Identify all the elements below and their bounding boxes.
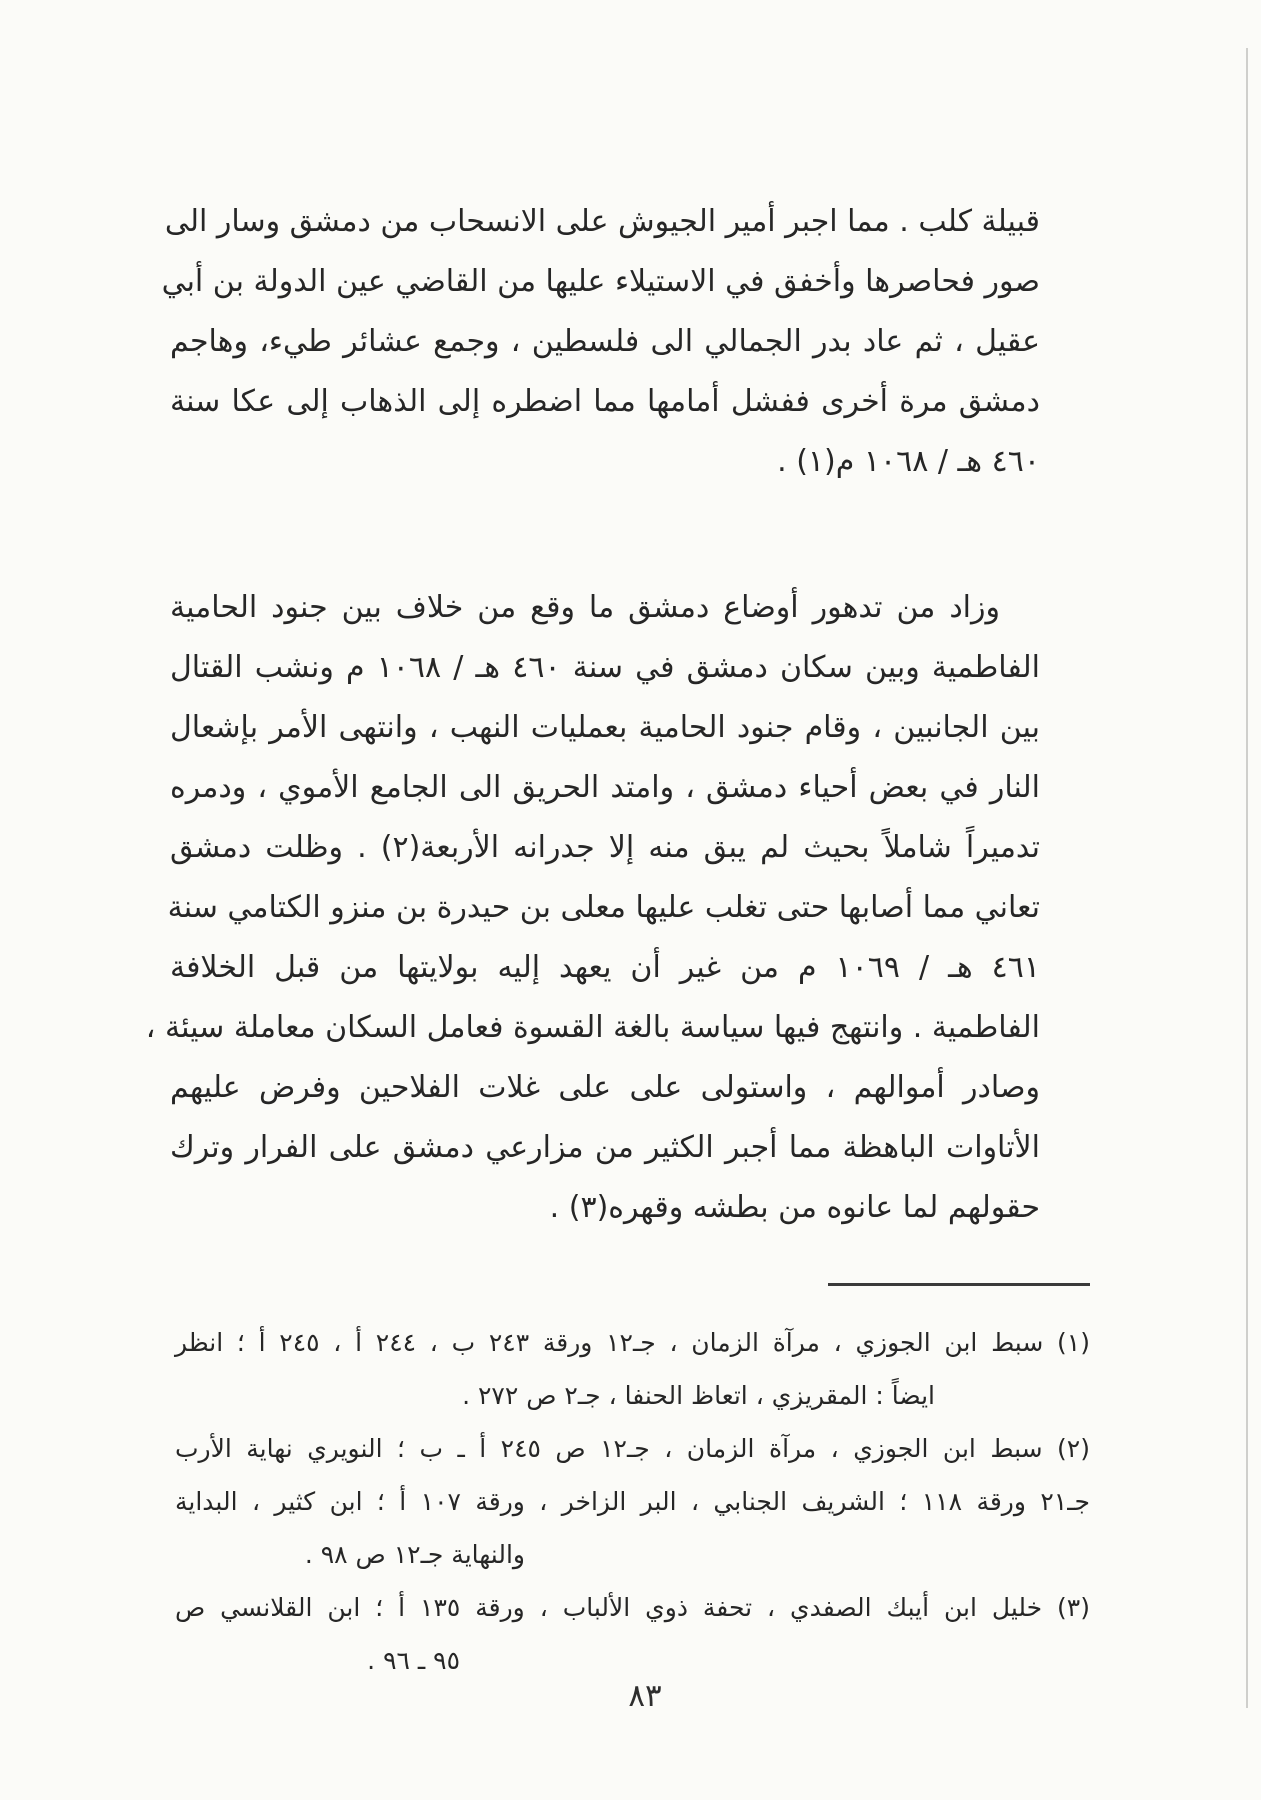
footnote-line: (١) سبط ابن الجوزي ، مرآة الزمان ، جـ١٢ ورقة ٢٤٣ ب ، ٢٤٤ أ ، ٢٤٥ أ ؛ انظر [175, 1328, 1090, 1357]
paragraph-1 [161, 192, 1040, 492]
body-text-line: ٤٦٠ هـ / ١٠٦٨ م(١) . [777, 444, 1040, 479]
body-text-line: الأتاوات الباهظة مما أجبر الكثير من مزارعي دمشق على الفرار وترك [170, 1130, 1040, 1165]
body-text-line: قبيلة كلب . مما اجبر أمير الجيوش على الانسحاب من دمشق وسار الى [164, 204, 1040, 239]
body-text-line: تعاني مما أصابها حتى تغلب عليها معلى بن حيدرة بن منزو الكتامي سنة [167, 890, 1040, 925]
body-text-line: الفاطمية وبين سكان دمشق في سنة ٤٦٠ هـ / ١٠٦٨ م ونشب القتال [170, 650, 1040, 685]
footnote-line: (٢) سبط ابن الجوزي ، مرآة الزمان ، جـ١٢ ص ٢٤٥ أ ـ ب ؛ النويري نهاية الأرب [175, 1434, 1090, 1463]
body-text-line: وزاد من تدهور أوضاع دمشق ما وقع من خلاف بين جنود الحامية [170, 590, 1000, 625]
body-text-line: صور فحاصرها وأخفق في الاستيلاء عليها من القاضي عين الدولة بن أبي [161, 264, 1040, 299]
page-edge-scan-artifact [1246, 48, 1248, 1708]
body-text-line: دمشق مرة أخرى ففشل أمامها مما اضطره إلى الذهاب إلى عكا سنة [170, 384, 1040, 419]
body-text-line: ٤٦١ هـ / ١٠٦٩ م من غير أن يعهد إليه بولايتها من قبل الخلافة [170, 950, 1041, 985]
body-text-line: النار في بعض أحياء دمشق ، وامتد الحريق الى الجامع الأموي ، ودمره [170, 770, 1040, 805]
footnote-line: ٩٥ ـ ٩٦ . [367, 1646, 460, 1675]
paragraph-2 [145, 578, 1041, 1238]
footnotes-section [175, 1316, 1090, 1687]
body-text-line: وصادر أموالهم ، واستولى على على غلات الفلاحين وفرض عليهم [170, 1070, 1040, 1105]
body-text-line: عقيل ، ثم عاد بدر الجمالي الى فلسطين ، وجمع عشائر طيء، وهاجم [170, 324, 1040, 359]
footnote-line: (٣) خليل ابن أيبك الصفدي ، تحفة ذوي الألباب ، ورقة ١٣٥ أ ؛ ابن القلانسي ص [175, 1593, 1090, 1622]
footnote-line: ايضاً : المقريزي ، اتعاظ الحنفا ، جـ٢ ص ٢٧٢ . [462, 1381, 935, 1410]
page-number: ٨٣ [628, 1678, 662, 1714]
footnote-line: والنهاية جـ١٢ ص ٩٨ . [304, 1540, 525, 1569]
body-text-line: حقولهم لما عانوه من بطشه وقهره(٣) . [549, 1190, 1040, 1225]
body-text-line: الفاطمية . وانتهج فيها سياسة بالغة القسوة فعامل السكان معاملة سيئة ، [145, 1010, 1040, 1045]
body-text-line: تدميراً شاملاً بحيث لم يبق منه إلا جدرانه الأربعة(٢) . وظلت دمشق [170, 830, 1040, 865]
footnote-separator [828, 1283, 1090, 1286]
body-text-line: بين الجانبين ، وقام جنود الحامية بعمليات النهب ، وانتهى الأمر بإشعال [170, 710, 1040, 745]
footnote-line: جـ٢١ ورقة ١١٨ ؛ الشريف الجنابي ، البر الزاخر ، ورقة ١٠٧ أ ؛ ابن كثير ، البداية [175, 1487, 1090, 1516]
